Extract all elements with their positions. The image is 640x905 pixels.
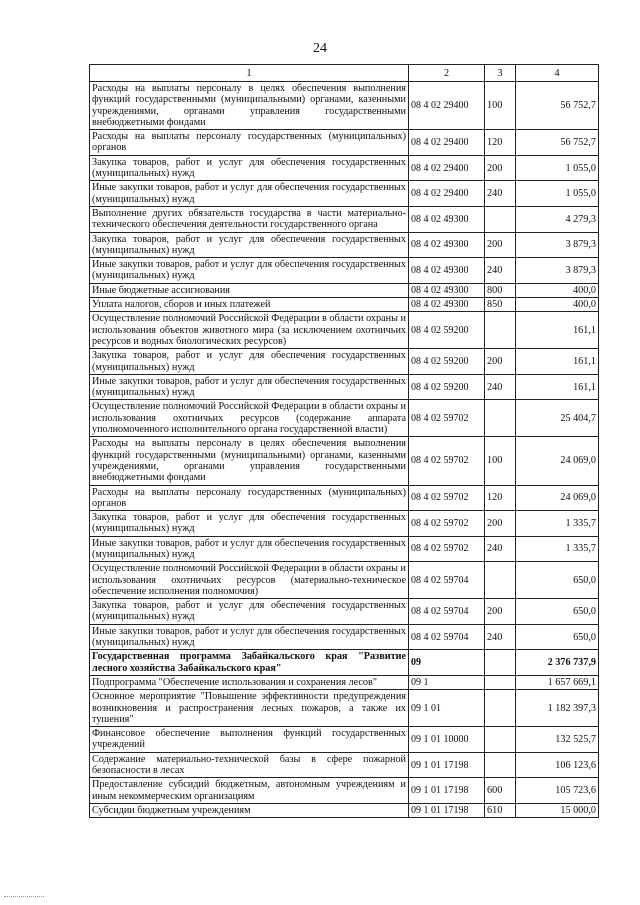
row-code-cell: 08 4 02 49300	[409, 258, 485, 284]
row-name-cell: Закупка товаров, работ и услуг для обеспечения государственных (муниципальных) нужд	[90, 232, 409, 258]
row-vr-cell: 800	[485, 283, 516, 297]
row-amount-cell: 105 723,6	[516, 778, 599, 804]
row-code-cell: 08 4 02 49300	[409, 283, 485, 297]
table-row	[90, 675, 599, 689]
row-code-cell: 09 1 01	[409, 690, 485, 727]
row-amount-cell: 400,0	[516, 298, 599, 312]
row-code-cell: 08 4 02 59704	[409, 562, 485, 599]
row-code-cell: 08 4 02 59200	[409, 349, 485, 375]
row-code-cell: 09 1 01 17198	[409, 778, 485, 804]
table-row	[90, 400, 599, 437]
scan-artifact	[4, 896, 44, 903]
page-number: 24	[313, 41, 327, 56]
table-row	[90, 283, 599, 297]
row-name-cell: Содержание материально-технической базы в сфере пожарной безопасности в лесах	[90, 752, 409, 778]
row-name-cell: Государственная программа Забайкальского края "Развитие лесного хозяйства Забайкальского края"	[90, 650, 409, 676]
table-row	[90, 312, 599, 349]
table-row	[90, 536, 599, 562]
row-name-cell: Иные закупки товаров, работ и услуг для обеспечения государственных (муниципальных) нужд	[90, 536, 409, 562]
row-amount-cell: 400,0	[516, 283, 599, 297]
table-row	[90, 803, 599, 817]
row-vr-cell: 100	[485, 82, 516, 130]
row-name-cell: Осуществление полномочий Российской Федерации в области охраны и использования охотничьих ресурсов (содержание аппарата уполномоченного исполнительного органа государственной власти)	[90, 400, 409, 437]
table-header-row	[90, 65, 599, 82]
row-name-cell: Иные закупки товаров, работ и услуг для обеспечения государственных (муниципальных) нужд	[90, 374, 409, 400]
row-amount-cell: 1 335,7	[516, 511, 599, 537]
table-row	[90, 690, 599, 727]
row-vr-cell: 200	[485, 599, 516, 625]
row-amount-cell: 3 879,3	[516, 258, 599, 284]
row-vr-cell: 120	[485, 130, 516, 156]
row-vr-cell: 240	[485, 374, 516, 400]
row-vr-cell	[485, 400, 516, 437]
row-vr-cell: 240	[485, 536, 516, 562]
table-body	[90, 82, 599, 818]
row-code-cell: 08 4 02 59704	[409, 624, 485, 650]
row-name-cell: Закупка товаров, работ и услуг для обеспечения государственных (муниципальных) нужд	[90, 349, 409, 375]
row-amount-cell: 56 752,7	[516, 82, 599, 130]
row-name-cell: Предоставление субсидий бюджетным, автономным учреждениям и иным некоммерческим организациям	[90, 778, 409, 804]
table-row	[90, 562, 599, 599]
table-row	[90, 650, 599, 676]
row-vr-cell: 600	[485, 778, 516, 804]
row-name-cell: Закупка товаров, работ и услуг для обеспечения государственных (муниципальных) нужд	[90, 511, 409, 537]
row-name-cell: Осуществление полномочий Российской Федерации в области охраны и использования охотничьих ресурсов (материально-техническое обеспечение исполнения полномочия)	[90, 562, 409, 599]
row-amount-cell: 1 657 669,1	[516, 675, 599, 689]
row-amount-cell: 650,0	[516, 562, 599, 599]
row-amount-cell: 1 182 397,3	[516, 690, 599, 727]
row-name-cell: Расходы на выплаты персоналу в целях обеспечения выполнения функций государственными (муниципальными) органами, казенными учреждениями, органами управления государственными внебюджетными фондами	[90, 82, 409, 130]
row-vr-cell: 240	[485, 181, 516, 207]
row-amount-cell: 161,1	[516, 349, 599, 375]
row-name-cell: Уплата налогов, сборов и иных платежей	[90, 298, 409, 312]
row-code-cell: 08 4 02 29400	[409, 155, 485, 181]
row-amount-cell: 1 335,7	[516, 536, 599, 562]
row-vr-cell: 100	[485, 437, 516, 485]
row-code-cell: 08 4 02 59200	[409, 312, 485, 349]
row-code-cell: 08 4 02 59702	[409, 536, 485, 562]
row-code-cell: 09 1	[409, 675, 485, 689]
row-name-cell: Расходы на выплаты персоналу государственных (муниципальных) органов	[90, 130, 409, 156]
row-name-cell: Иные закупки товаров, работ и услуг для обеспечения государственных (муниципальных) нужд	[90, 258, 409, 284]
row-vr-cell: 200	[485, 232, 516, 258]
row-name-cell: Расходы на выплаты персоналу государственных (муниципальных) органов	[90, 485, 409, 511]
row-name-cell: Закупка товаров, работ и услуг для обеспечения государственных (муниципальных) нужд	[90, 599, 409, 625]
row-name-cell: Иные закупки товаров, работ и услуг для обеспечения государственных (муниципальных) нужд	[90, 624, 409, 650]
row-code-cell: 08 4 02 59702	[409, 511, 485, 537]
row-vr-cell	[485, 675, 516, 689]
row-amount-cell: 132 525,7	[516, 727, 599, 753]
row-vr-cell	[485, 752, 516, 778]
row-amount-cell: 106 123,6	[516, 752, 599, 778]
table-row	[90, 155, 599, 181]
row-amount-cell: 15 000,0	[516, 803, 599, 817]
row-code-cell: 08 4 02 59702	[409, 485, 485, 511]
row-vr-cell: 120	[485, 485, 516, 511]
table-row	[90, 258, 599, 284]
row-amount-cell: 161,1	[516, 312, 599, 349]
table-row	[90, 511, 599, 537]
row-name-cell: Иные бюджетные ассигнования	[90, 283, 409, 297]
row-amount-cell: 1 055,0	[516, 155, 599, 181]
row-vr-cell	[485, 206, 516, 232]
row-code-cell: 08 4 02 59704	[409, 599, 485, 625]
row-code-cell: 08 4 02 49300	[409, 232, 485, 258]
table-row	[90, 778, 599, 804]
row-name-cell: Выполнение других обязательств государства в части материально-технического обеспечения деятельности государственного органа	[90, 206, 409, 232]
row-code-cell: 08 4 02 49300	[409, 206, 485, 232]
row-amount-cell: 161,1	[516, 374, 599, 400]
row-amount-cell: 650,0	[516, 599, 599, 625]
column-header-amount: 4	[516, 65, 599, 82]
column-header-vr: 3	[485, 65, 516, 82]
row-amount-cell: 24 069,0	[516, 437, 599, 485]
table-row	[90, 349, 599, 375]
row-name-cell: Финансовое обеспечение выполнения функций государственных учреждений	[90, 727, 409, 753]
row-code-cell: 08 4 02 49300	[409, 298, 485, 312]
table-row	[90, 374, 599, 400]
row-amount-cell: 24 069,0	[516, 485, 599, 511]
table-row	[90, 298, 599, 312]
row-name-cell: Основное мероприятие "Повышение эффективности предупреждения возникновения и распространения лесных пожаров, а также их тушения"	[90, 690, 409, 727]
row-code-cell: 08 4 02 59702	[409, 437, 485, 485]
column-header-name: 1	[90, 65, 409, 82]
row-code-cell: 09 1 01 17198	[409, 803, 485, 817]
row-name-cell: Расходы на выплаты персоналу в целях обеспечения выполнения функций государственными (муниципальными) органами, казенными учреждениями, органами управления государственными внебюджетными фондами	[90, 437, 409, 485]
table-row	[90, 130, 599, 156]
row-name-cell: Осуществление полномочий Российской Федерации в области охраны и использования объектов животного мира (за исключением охотничьих ресурсов и водных биологических ресурсов)	[90, 312, 409, 349]
row-name-cell: Субсидии бюджетным учреждениям	[90, 803, 409, 817]
row-vr-cell: 200	[485, 349, 516, 375]
row-name-cell: Подпрограмма "Обеспечение использования и сохранения лесов"	[90, 675, 409, 689]
row-vr-cell	[485, 312, 516, 349]
row-vr-cell	[485, 562, 516, 599]
row-amount-cell: 56 752,7	[516, 130, 599, 156]
table-row	[90, 727, 599, 753]
row-vr-cell	[485, 650, 516, 676]
row-amount-cell: 25 404,7	[516, 400, 599, 437]
table-row	[90, 624, 599, 650]
row-code-cell: 08 4 02 29400	[409, 181, 485, 207]
row-vr-cell: 200	[485, 155, 516, 181]
row-vr-cell: 240	[485, 624, 516, 650]
row-amount-cell: 3 879,3	[516, 232, 599, 258]
row-amount-cell: 650,0	[516, 624, 599, 650]
row-vr-cell: 850	[485, 298, 516, 312]
table-row	[90, 232, 599, 258]
row-amount-cell: 1 055,0	[516, 181, 599, 207]
row-name-cell: Закупка товаров, работ и услуг для обеспечения государственных (муниципальных) нужд	[90, 155, 409, 181]
table-row	[90, 752, 599, 778]
budget-table	[89, 64, 599, 818]
row-code-cell: 09 1 01 17198	[409, 752, 485, 778]
row-amount-cell: 2 376 737,9	[516, 650, 599, 676]
table-row	[90, 437, 599, 485]
row-code-cell: 08 4 02 29400	[409, 130, 485, 156]
row-vr-cell	[485, 690, 516, 727]
row-vr-cell: 200	[485, 511, 516, 537]
row-code-cell: 09 1 01 10000	[409, 727, 485, 753]
table-row	[90, 206, 599, 232]
row-vr-cell: 240	[485, 258, 516, 284]
row-code-cell: 09	[409, 650, 485, 676]
row-vr-cell	[485, 727, 516, 753]
row-code-cell: 08 4 02 29400	[409, 82, 485, 130]
row-vr-cell: 610	[485, 803, 516, 817]
column-header-code: 2	[409, 65, 485, 82]
table-row	[90, 82, 599, 130]
table-row	[90, 599, 599, 625]
table-row	[90, 485, 599, 511]
row-name-cell: Иные закупки товаров, работ и услуг для обеспечения государственных (муниципальных) нужд	[90, 181, 409, 207]
row-code-cell: 08 4 02 59702	[409, 400, 485, 437]
row-amount-cell: 4 279,3	[516, 206, 599, 232]
row-code-cell: 08 4 02 59200	[409, 374, 485, 400]
table-row	[90, 181, 599, 207]
